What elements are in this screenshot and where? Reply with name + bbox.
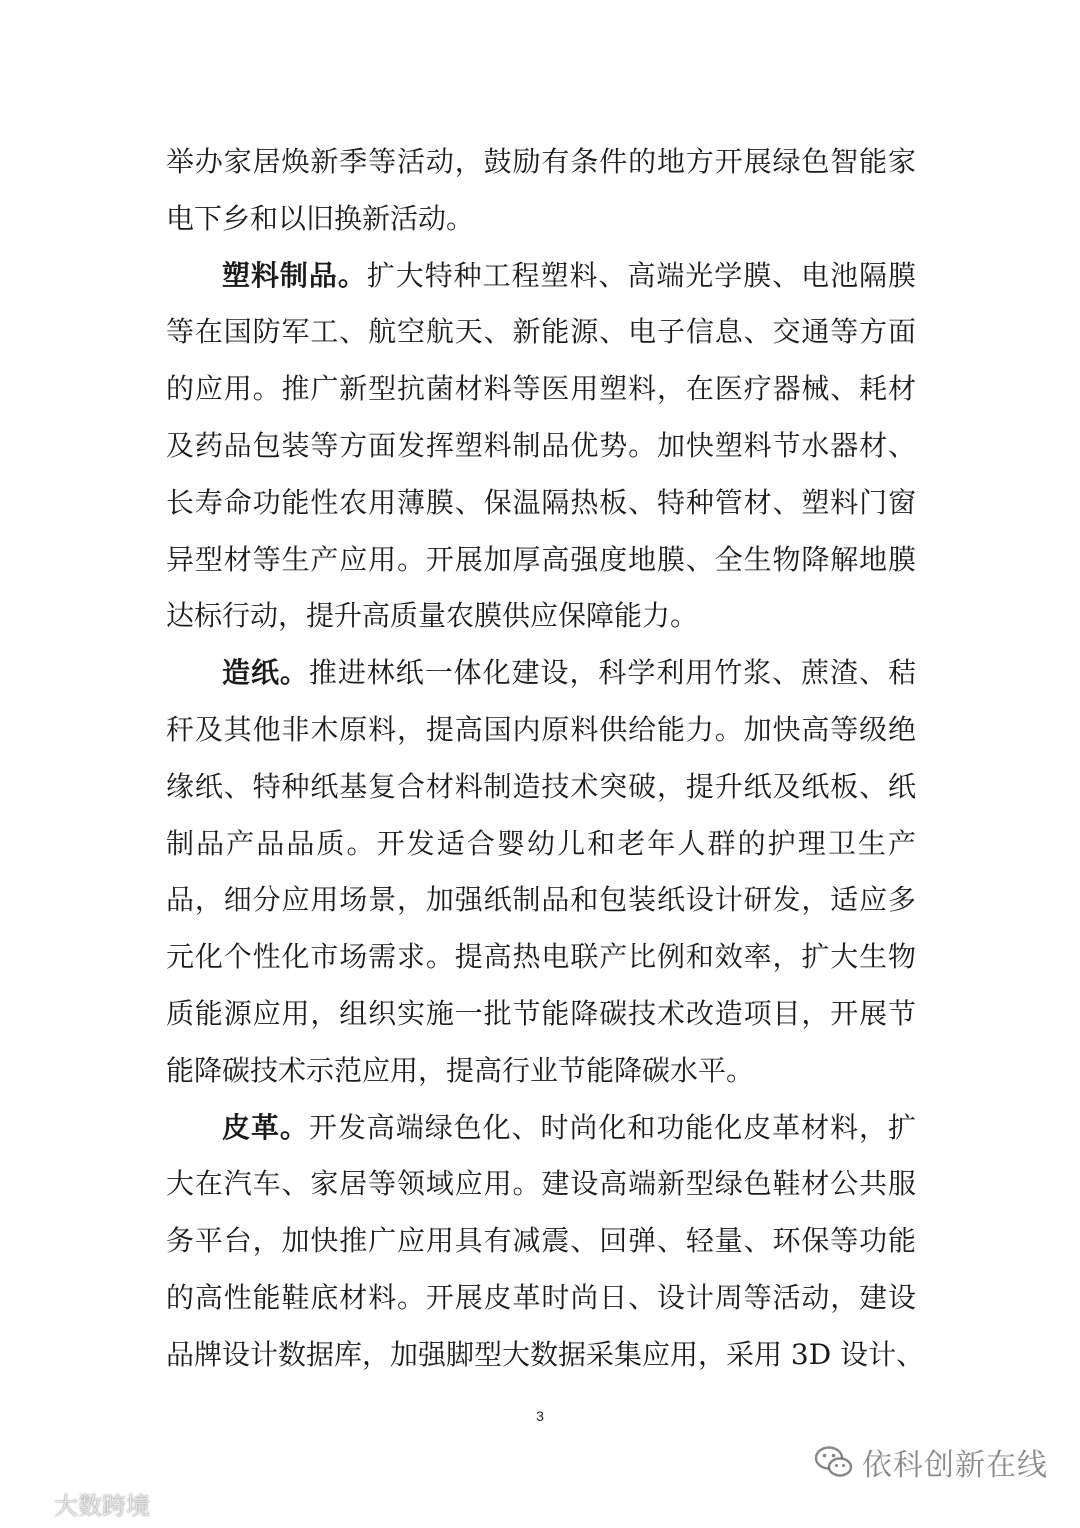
text-line: 及药品包装等方面发挥塑料制品优势。加快塑料节水器材、 (166, 428, 916, 462)
text-line: 异型材等生产应用。开展加厚高强度地膜、全生物降解地膜 (166, 542, 916, 576)
text-line: 品，细分应用场景，加强纸制品和包装纸设计研发，适应多 (166, 883, 916, 917)
paragraph-papermaking (166, 645, 916, 1099)
text-line: 举办家居焕新季等活动，鼓励有条件的地方开展绿色智能家 (166, 145, 916, 178)
page-number: 3 (536, 1408, 544, 1424)
text-line-content: 扩大特种工程塑料、高端光学膜、电池隔膜 (366, 258, 916, 292)
text-line: 能降碳技术示范应用，提高行业节能降碳水平。 (166, 1053, 755, 1087)
document-body (166, 134, 925, 1384)
text-line (166, 248, 916, 305)
text-line: 达标行动，提升高质量农膜供应保障能力。 (166, 599, 699, 633)
text-line: 质能源应用，组织实施一批节能降碳技术改造项目，开展节 (166, 996, 916, 1030)
text-line-content: 推进林纸一体化建设，科学利用竹浆、蔗渣、秸 (308, 656, 916, 690)
wechat-icon (814, 1445, 854, 1479)
text-line: 品牌设计数据库，加强脚型大数据采集应用，采用 3D 设计、 (166, 1337, 925, 1371)
text-line: 秆及其他非木原料，提高国内原料供给能力。加快高等级绝 (166, 712, 916, 746)
text-line: 元化个性化市场需求。提高热电联产比例和效率，扩大生物 (166, 940, 916, 974)
text-line (166, 1100, 916, 1157)
text-line: 长寿命功能性农用薄膜、保温隔热板、特种管材、塑料门窗 (166, 485, 916, 519)
text-line: 务平台，加快推广应用具有减震、回弹、轻量、环保等功能 (166, 1224, 916, 1258)
text-line: 大在汽车、家居等领域应用。建设高端新型绿色鞋材公共服 (166, 1167, 916, 1201)
paragraph (166, 134, 916, 248)
watermark-text: 依科创新在线 (862, 1448, 1048, 1483)
text-line: 电下乡和以旧换新活动。 (166, 201, 475, 235)
text-line (166, 645, 916, 702)
section-lead-leather: 皮革。 (222, 1110, 309, 1144)
text-line: 的高性能鞋底材料。开展皮革时尚日、设计周等活动，建设 (166, 1280, 916, 1314)
section-lead-plastics: 塑料制品。 (222, 258, 367, 292)
paragraph-plastics (166, 248, 916, 646)
section-lead-papermaking: 造纸。 (222, 656, 309, 690)
weibo-icon (8, 1490, 50, 1518)
watermark-weibo (8, 1486, 150, 1521)
text-line: 的应用。推广新型抗菌材料等医用塑料，在医疗器械、耗材 (166, 372, 916, 406)
watermark-wechat (814, 1440, 1048, 1484)
paragraph-leather (166, 1100, 925, 1384)
text-line: 等在国防军工、航空航天、新能源、电子信息、交通等方面 (166, 315, 916, 349)
text-line-content: 开发高端绿色化、时尚化和功能化皮革材料，扩 (308, 1110, 916, 1144)
text-line: 制品产品品质。开发适合婴幼儿和老年人群的护理卫生产 (166, 826, 916, 860)
watermark-text: 大数跨境 (54, 1492, 150, 1520)
text-line: 缘纸、特种纸基复合材料制造技术突破，提升纸及纸板、纸 (166, 769, 916, 803)
